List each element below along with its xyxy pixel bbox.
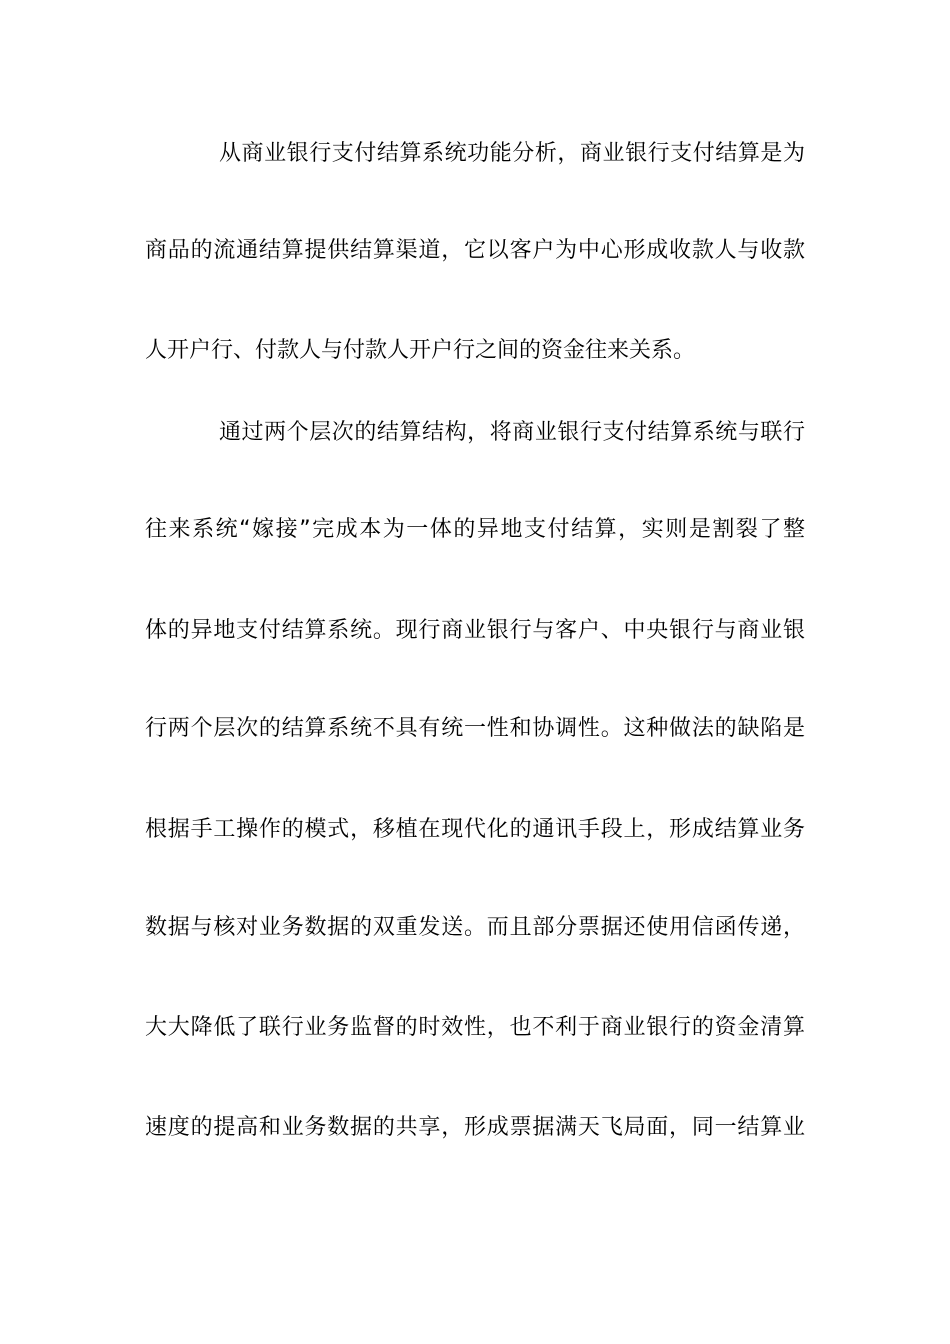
paragraph-line: 从商业银行支付结算系统功能分析，商业银行支付结算是为 xyxy=(219,141,805,166)
paragraph-line: 速度的提高和业务数据的共享，形成票据满天飞局面，同一结算业 xyxy=(145,1115,805,1140)
paragraph-line: 数据与核对业务数据的双重发送。而且部分票据还使用信函传递， xyxy=(145,915,805,940)
paragraph-line: 大大降低了联行业务监督的时效性，也不利于商业银行的资金清算 xyxy=(145,1015,805,1040)
paragraph-line: 人开户行、付款人与付款人开户行之间的资金往来关系。 xyxy=(145,338,696,363)
paragraph-line: 商品的流通结算提供结算渠道，它以客户为中心形成收款人与收款 xyxy=(145,238,805,263)
paragraph-line: 根据手工操作的模式，移植在现代化的通讯手段上，形成结算业务 xyxy=(145,817,805,842)
paragraph-line: 行两个层次的结算系统不具有统一性和协调性。这种做法的缺陷是 xyxy=(145,716,805,741)
paragraph-line: 往来系统“嫁接”完成本为一体的异地支付结算，实则是割裂了整 xyxy=(145,517,805,542)
paragraph-line: 体的异地支付结算系统。现行商业银行与客户、中央银行与商业银 xyxy=(145,618,805,643)
paragraph-line: 通过两个层次的结算结构，将商业银行支付结算系统与联行 xyxy=(219,420,805,445)
